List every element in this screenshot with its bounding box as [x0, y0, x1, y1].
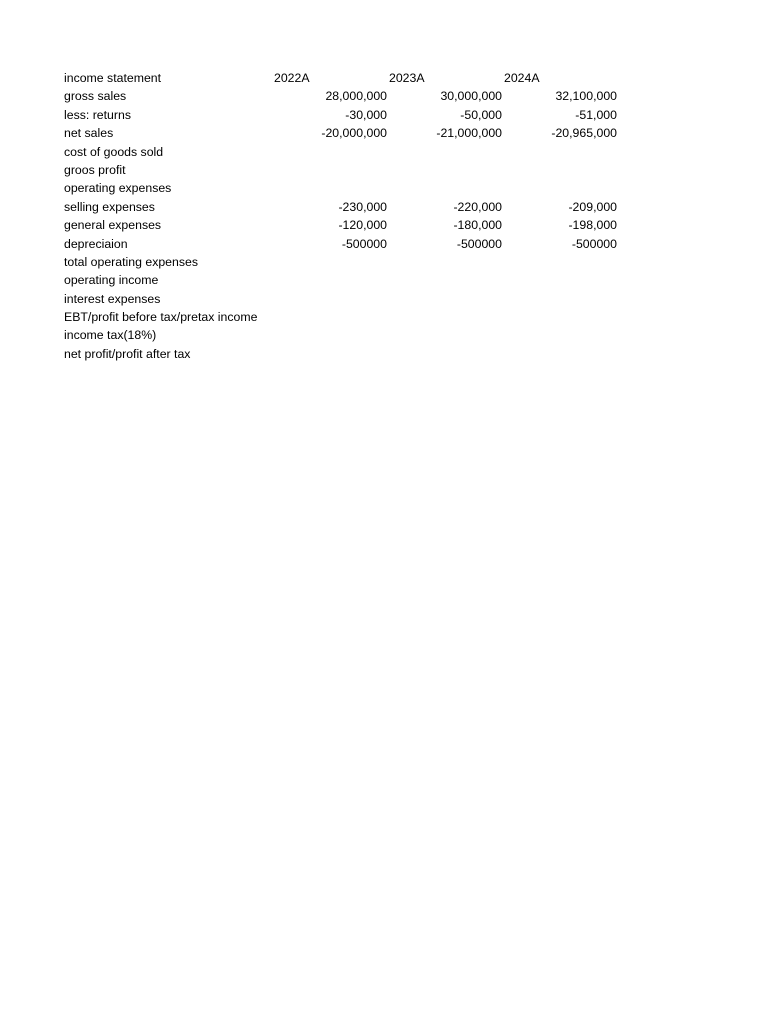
row-value-2024A: -500000	[571, 236, 617, 251]
row-value-2024A: 32,100,000	[555, 89, 617, 104]
sheet-title: income statement	[64, 71, 162, 85]
row-value-2024A: -51,000	[575, 107, 617, 122]
row-value-2023A: -50,000	[460, 107, 502, 122]
row-value-2024A: -20,965,000	[551, 126, 617, 141]
row-value-2022A: -30,000	[345, 107, 387, 122]
row-label: operating expenses	[64, 181, 172, 196]
row-value-2023A: -500000	[456, 236, 502, 251]
row-label: gross sales	[64, 89, 127, 104]
row-label: cost of goods sold	[64, 144, 164, 159]
row-label: interest expenses	[64, 291, 161, 306]
row-label: depreciaion	[64, 236, 128, 251]
row-value-2023A: -180,000	[453, 218, 502, 233]
row-value-2023A: -220,000	[453, 199, 502, 214]
row-value-2022A: -20,000,000	[321, 126, 387, 141]
row-label: EBT/profit before tax/pretax income	[64, 310, 258, 325]
row-value-2022A: -120,000	[338, 218, 387, 233]
row-label: net profit/profit after tax	[64, 346, 191, 361]
row-label: total operating expenses	[64, 254, 198, 269]
row-value-2022A: -230,000	[338, 199, 387, 214]
row-value-2024A: -209,000	[568, 199, 617, 214]
row-value-2022A: -500000	[341, 236, 387, 251]
row-label: selling expenses	[64, 199, 155, 214]
row-label: net sales	[64, 126, 114, 141]
row-value-2024A: -198,000	[568, 218, 617, 233]
row-label: groos profit	[64, 162, 126, 177]
row-label: less: returns	[64, 107, 131, 122]
year-header-2023: 2023A	[389, 71, 425, 85]
row-value-2023A: -21,000,000	[436, 126, 502, 141]
row-label: operating income	[64, 273, 159, 288]
row-value-2023A: 30,000,000	[440, 89, 502, 104]
row-label: income tax(18%)	[64, 328, 157, 343]
year-header-2022: 2022A	[274, 71, 310, 85]
row-label: general expenses	[64, 218, 162, 233]
year-header-2024: 2024A	[504, 71, 540, 85]
row-value-2022A: 28,000,000	[325, 89, 387, 104]
